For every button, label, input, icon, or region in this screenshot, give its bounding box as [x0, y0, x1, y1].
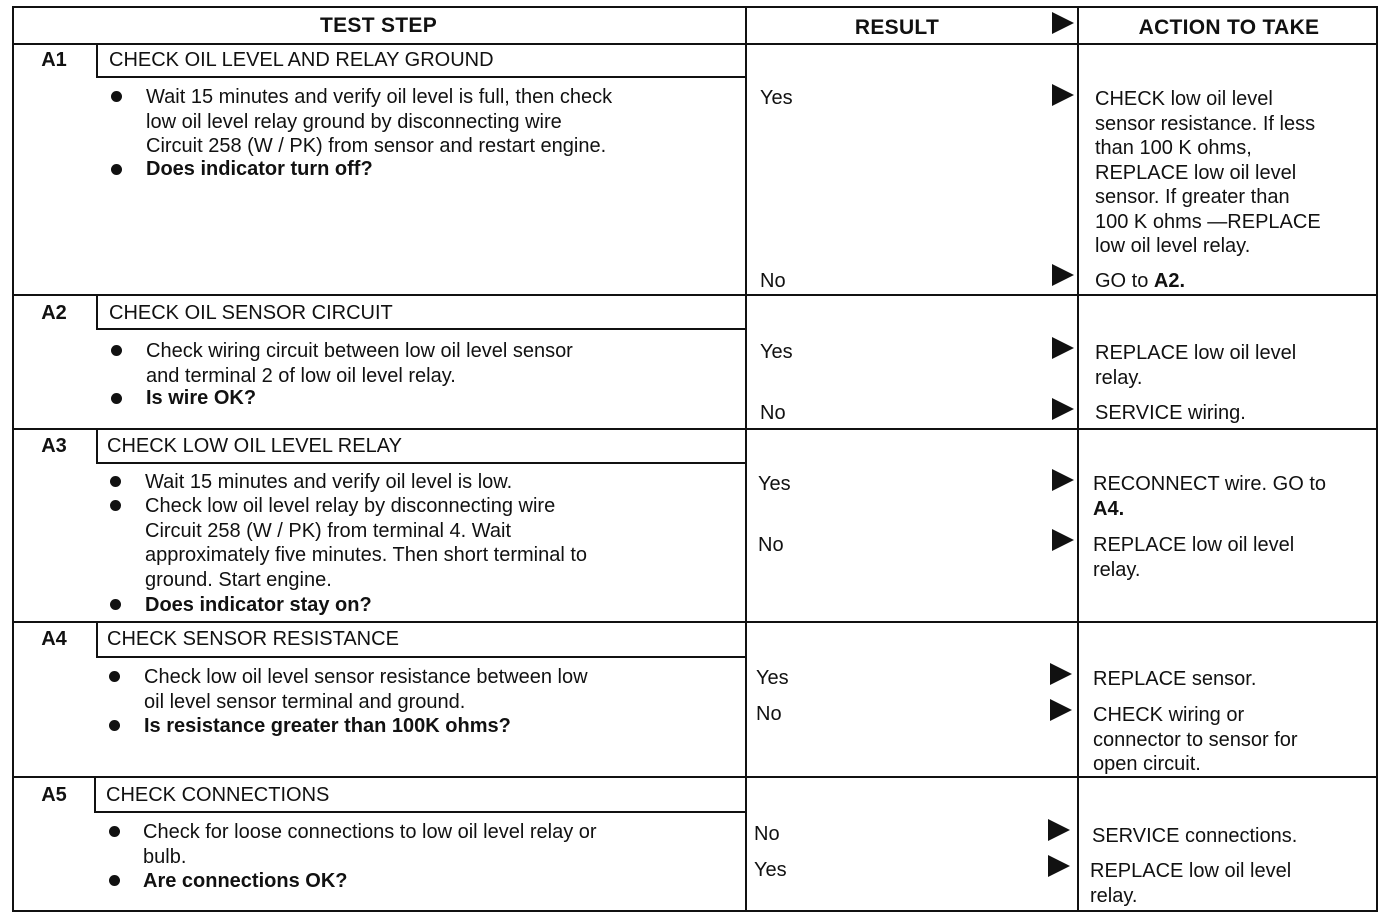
title-divider	[96, 43, 98, 78]
step-question: Does indicator stay on?	[145, 594, 372, 616]
action-text: CHECK low oil level sensor resistance. If less than 100 K ohms, REPLACE low oil level sensor. If greater than 100 K ohms —REPLACE low oil level relay.	[1095, 88, 1321, 257]
action-text: SERVICE connections.	[1092, 825, 1298, 847]
row-separator	[12, 428, 1378, 430]
step-id: A3	[41, 435, 67, 457]
step-instruction: Wait 15 minutes and verify oil level is low.	[145, 471, 513, 493]
action-text: REPLACE sensor.	[1093, 668, 1257, 690]
header-underline	[12, 43, 1378, 45]
header-action: ACTION TO TAKE	[1138, 16, 1320, 39]
title-underline	[96, 656, 747, 658]
bullet-icon	[109, 875, 120, 886]
step-instruction: Wait 15 minutes and verify oil level is full, then check low oil level relay ground by disconnecting wire Circuit 258 (W / PK) from sensor and restart engine.	[146, 86, 613, 157]
diagnostic-table	[12, 6, 1378, 912]
arrow-icon	[1048, 819, 1070, 841]
result-yes: Yes	[760, 341, 793, 363]
step-instruction: Check wiring circuit between low oil level sensor and terminal 2 of low oil level relay.	[146, 340, 573, 387]
action-text: REPLACE low oil level relay.	[1090, 860, 1292, 907]
title-divider	[96, 294, 98, 330]
bullet-icon	[109, 720, 120, 731]
step-question: Does indicator turn off?	[146, 158, 373, 180]
step-id: A4	[41, 628, 67, 650]
arrow-icon	[1052, 84, 1074, 106]
bullet-icon	[111, 164, 122, 175]
step-question: Are connections OK?	[143, 870, 348, 892]
arrow-icon	[1048, 855, 1070, 877]
result-yes: Yes	[760, 87, 793, 109]
step-question: Is wire OK?	[146, 387, 257, 409]
step-instruction: Check low oil level sensor resistance between low oil level sensor terminal and ground.	[144, 666, 588, 713]
step-title: CHECK LOW OIL LEVEL RELAY	[107, 435, 402, 457]
title-divider	[96, 428, 98, 464]
step-instruction: Check for loose connections to low oil level relay or bulb.	[143, 821, 597, 868]
arrow-icon	[1052, 264, 1074, 286]
arrow-icon	[1052, 398, 1074, 420]
bullet-icon	[111, 393, 122, 404]
action-text: RECONNECT wire. GO to A4.	[1093, 473, 1326, 520]
frame-bottom	[12, 910, 1378, 912]
title-underline	[94, 811, 747, 813]
action-text: REPLACE low oil level relay.	[1093, 534, 1295, 581]
header-test-step: TEST STEP	[319, 14, 438, 37]
title-underline	[96, 328, 747, 330]
bullet-icon	[110, 476, 121, 487]
result-no: No	[754, 823, 780, 845]
bullet-icon	[109, 826, 120, 837]
title-divider	[96, 621, 98, 658]
header-arrow-icon	[1052, 12, 1074, 34]
title-underline	[96, 462, 747, 464]
action-text: CHECK wiring or connector to sensor for open circuit.	[1093, 704, 1298, 775]
action-text: REPLACE low oil level relay.	[1095, 342, 1297, 389]
title-underline	[96, 76, 747, 78]
step-question: Is resistance greater than 100K ohms?	[144, 715, 511, 737]
step-id: A2	[41, 302, 67, 324]
arrow-icon	[1052, 337, 1074, 359]
result-no: No	[760, 270, 786, 292]
result-no: No	[758, 534, 784, 556]
arrow-icon	[1050, 699, 1072, 721]
arrow-icon	[1052, 469, 1074, 491]
action-text: GO to A2.	[1095, 270, 1186, 292]
action-text: SERVICE wiring.	[1095, 402, 1246, 424]
result-yes: Yes	[754, 859, 787, 881]
step-id: A5	[41, 784, 67, 806]
step-title: CHECK CONNECTIONS	[106, 784, 330, 806]
bullet-icon	[111, 91, 122, 102]
arrow-icon	[1052, 529, 1074, 551]
result-yes: Yes	[758, 473, 791, 495]
bullet-icon	[109, 671, 120, 682]
step-title: CHECK OIL SENSOR CIRCUIT	[109, 302, 393, 324]
step-title: CHECK SENSOR RESISTANCE	[107, 628, 399, 650]
row-separator	[12, 621, 1378, 623]
header-result: RESULT	[854, 16, 940, 39]
frame-top	[12, 6, 1378, 8]
result-yes: Yes	[756, 667, 789, 689]
bullet-icon	[110, 500, 121, 511]
arrow-icon	[1050, 663, 1072, 685]
bullet-icon	[111, 345, 122, 356]
result-no: No	[760, 402, 786, 424]
step-title: CHECK OIL LEVEL AND RELAY GROUND	[109, 49, 494, 71]
bullet-icon	[110, 599, 121, 610]
step-instruction: Check low oil level relay by disconnecting wire Circuit 258 (W / PK) from terminal 4. Wait approximately five minutes. Then short terminal to ground. Start engine.	[145, 495, 588, 591]
step-id: A1	[41, 49, 67, 71]
row-separator	[12, 294, 1378, 296]
result-no: No	[756, 703, 782, 725]
